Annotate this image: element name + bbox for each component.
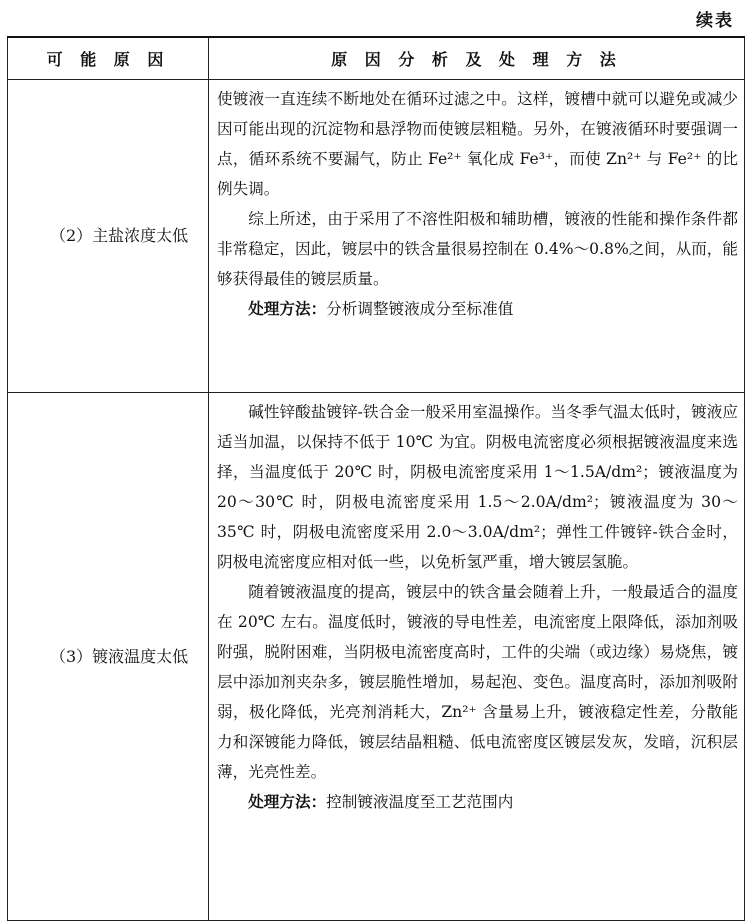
analysis-paragraph: 综上所述，由于采用了不溶性阳极和辅助槽，镀液的性能和操作条件都非常稳定，因此，镀层中的铁含量很易控制在 0.4%～0.8%之间，从而，能够获得最佳的镀层质量。: [217, 210, 738, 288]
cause-analysis-table: [7, 36, 745, 921]
treatment-method-label: 处理方法：: [248, 299, 327, 318]
treatment-method-text: 分析调整镀液成分至标准值: [326, 300, 514, 318]
table-header-row: [8, 37, 745, 80]
treatment-method: [217, 294, 738, 324]
continued-label: 续表: [696, 11, 734, 31]
treatment-method: [217, 787, 738, 817]
header-analysis: 原 因 分 析 及 处 理 方 法: [209, 37, 745, 80]
header-cause: 可 能 原 因: [8, 37, 209, 80]
analysis-cell: [209, 80, 745, 393]
treatment-method-text: 控制镀液温度至工艺范围内: [326, 793, 514, 811]
analysis-paragraph: 随着镀液温度的提高，镀层中的铁含量会随着上升，一般最适合的温度在 20℃ 左右。温度低时，镀液的导电性差，电流密度上限降低，添加剂吸附强，脱附困难，当阴极电流密度高时，工件的尖端（或边缘）易烧焦，镀层中添加剂夹杂多，镀层脆性增加，易起泡、变色。温度高时，添加剂吸附弱，极化降低，光亮剂消耗大，Zn²⁺ 含量易上升，镀液稳定性差，分散能力和深镀能力降低，镀层结晶粗糙、低电流密度区镀层发灰，发暗，沉积层薄，光亮性差。: [217, 583, 738, 781]
cause-cell: （3）镀液温度太低: [8, 393, 209, 921]
analysis-paragraph: 使镀液一直连续不断地处在循环过滤之中。这样，镀槽中就可以避免或减少因可能出现的沉淀物和悬浮物而使镀层粗糙。另外，在镀液循环时要强调一点，循环系统不要漏气，防止 Fe²⁺ 氧化成 Fe³⁺，而使 Zn²⁺ 与 Fe²⁺ 的比例失调。: [217, 90, 738, 198]
treatment-method-label: 处理方法：: [248, 792, 327, 811]
cause-cell: （2）主盐浓度太低: [8, 80, 209, 393]
table-row: [8, 393, 745, 921]
analysis-cell: [209, 393, 745, 921]
analysis-paragraph: 碱性锌酸盐镀锌-铁合金一般采用室温操作。当冬季气温太低时，镀液应适当加温，以保持不低于 10℃ 为宜。阴极电流密度必须根据镀液温度来选择，当温度低于 20℃ 时，阴极电流密度采用 1～1.5A/dm²；镀液温度为 20～30℃ 时，阴极电流密度采用 1.5～2.0A/dm²；镀液温度为 30～35℃ 时，阴极电流密度采用 2.0～3.0A/dm²；弹性工件镀锌-铁合金时，阴极电流密度应相对低一些，以免析氢严重，增大镀层氢脆。: [217, 403, 738, 571]
table-row: [8, 80, 745, 393]
